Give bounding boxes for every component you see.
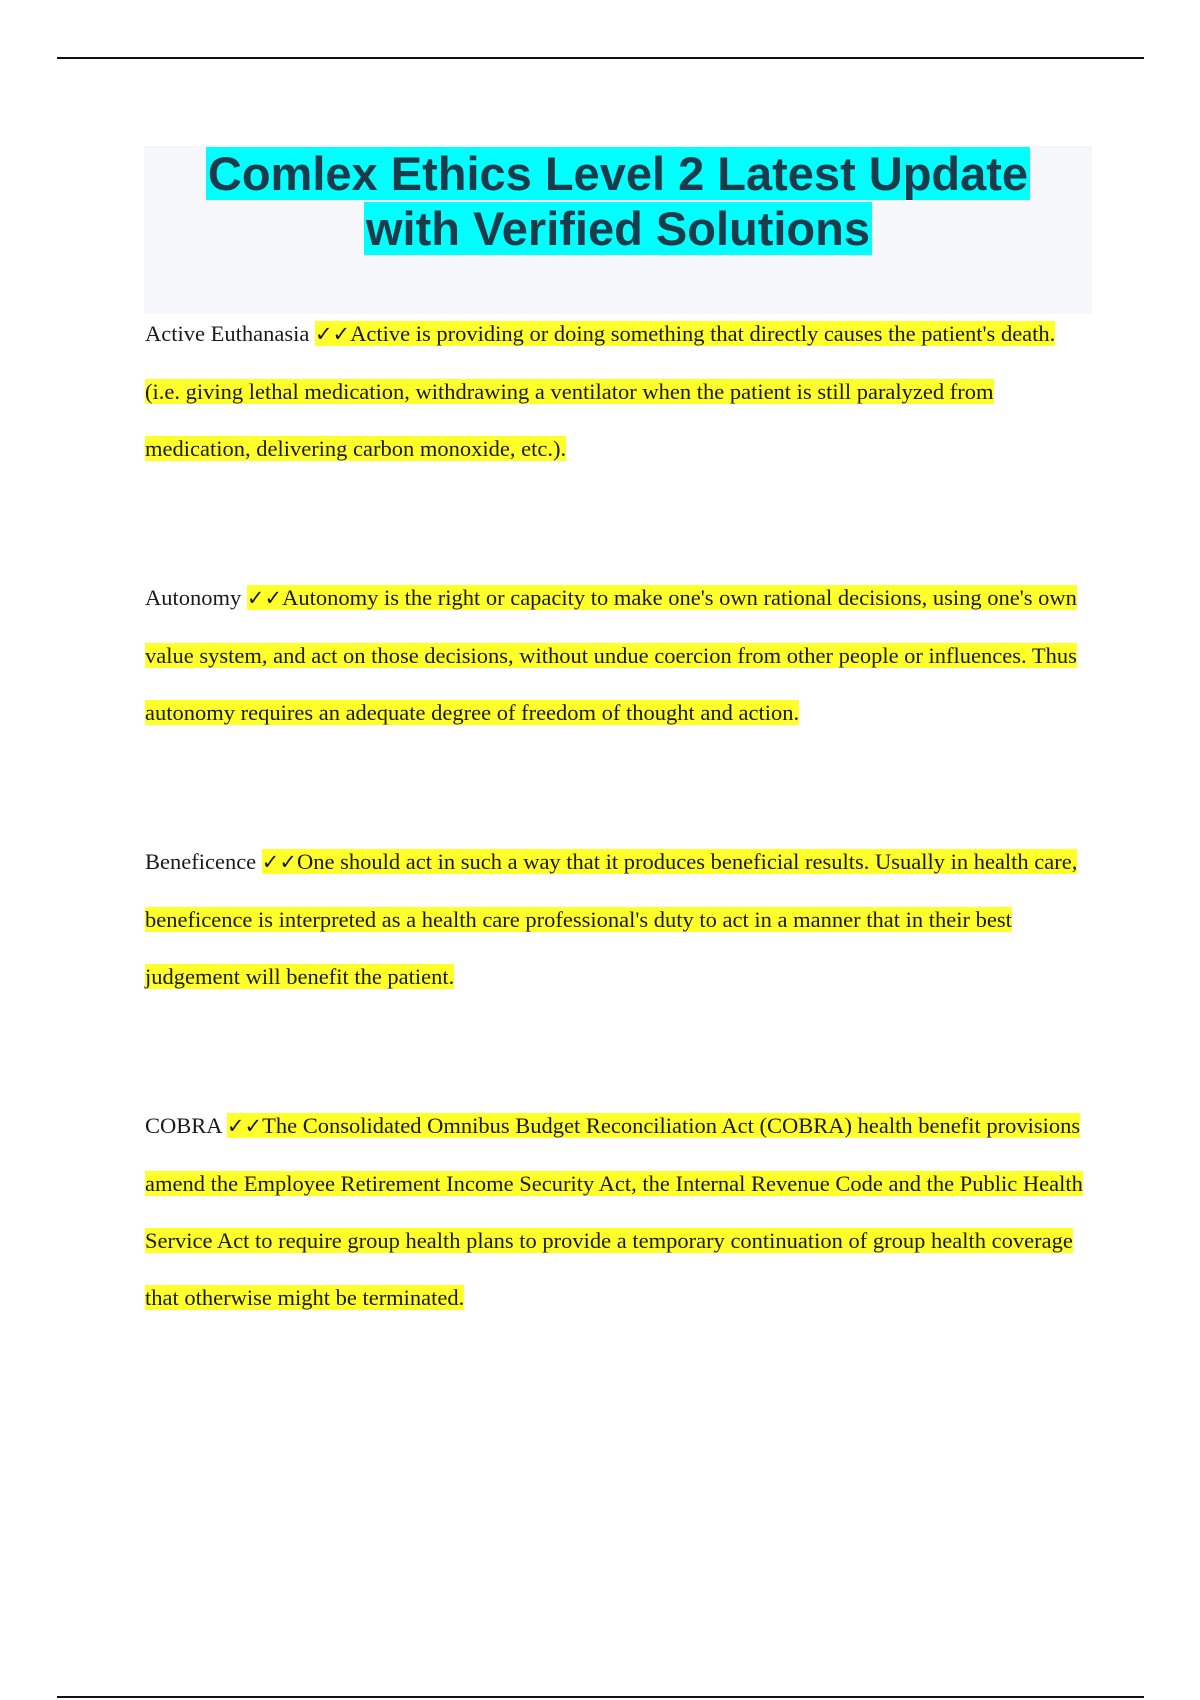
page-title bbox=[144, 146, 1092, 256]
entry-definition-text: Active is providing or doing something that directly causes the patient's death. (i.e. giving lethal medication, withdrawing a ventilator when the patient is still paralyzed from medication, delivering carbon monoxide, etc.). bbox=[145, 321, 1056, 461]
entry-definition-text: The Consolidated Omnibus Budget Reconciliation Act (COBRA) health benefit provisions amend the Employee Retirement Income Security Act, the Internal Revenue Code and the Public Health Service Act to require group health plans to provide a temporary continuation of group health coverage that otherwise might be terminated. bbox=[145, 1113, 1083, 1310]
entry-term: Beneficence bbox=[145, 849, 257, 874]
entry-term: Active Euthanasia bbox=[145, 321, 310, 346]
entry-cobra bbox=[145, 1097, 1095, 1326]
title-line-2: with Verified Solutions bbox=[366, 202, 870, 255]
double-check-icon: ✓✓ bbox=[261, 850, 297, 874]
title-box bbox=[144, 146, 1092, 314]
top-rule bbox=[57, 57, 1144, 59]
entry-active-euthanasia bbox=[145, 305, 1095, 477]
flashcard-list bbox=[145, 305, 1095, 1326]
double-check-icon: ✓✓ bbox=[314, 322, 351, 346]
double-check-icon: ✓✓ bbox=[246, 586, 283, 610]
entry-beneficence bbox=[145, 833, 1095, 1005]
entry-definition bbox=[145, 849, 1077, 989]
entry-term: COBRA bbox=[145, 1113, 222, 1138]
entry-autonomy bbox=[145, 569, 1095, 741]
entry-definition-text: One should act in such a way that it produces beneficial results. Usually in health care, beneficence is interpreted as a health care professional's duty to act in a manner that in their best judgement will benefit the patient. bbox=[145, 849, 1078, 989]
entry-term: Autonomy bbox=[145, 585, 242, 610]
bottom-rule bbox=[57, 1696, 1144, 1698]
entry-definition bbox=[145, 585, 1077, 725]
title-line-1: Comlex Ethics Level 2 Latest Update bbox=[207, 147, 1029, 200]
double-check-icon: ✓✓ bbox=[226, 1114, 263, 1138]
entry-definition-text: Autonomy is the right or capacity to make one's own rational decisions, using one's own value system, and act on those decisions, without undue coercion from other people or influences. Thus autonomy requires an adequate degree of freedom of thought and action. bbox=[145, 585, 1077, 725]
entry-definition bbox=[145, 1113, 1083, 1310]
